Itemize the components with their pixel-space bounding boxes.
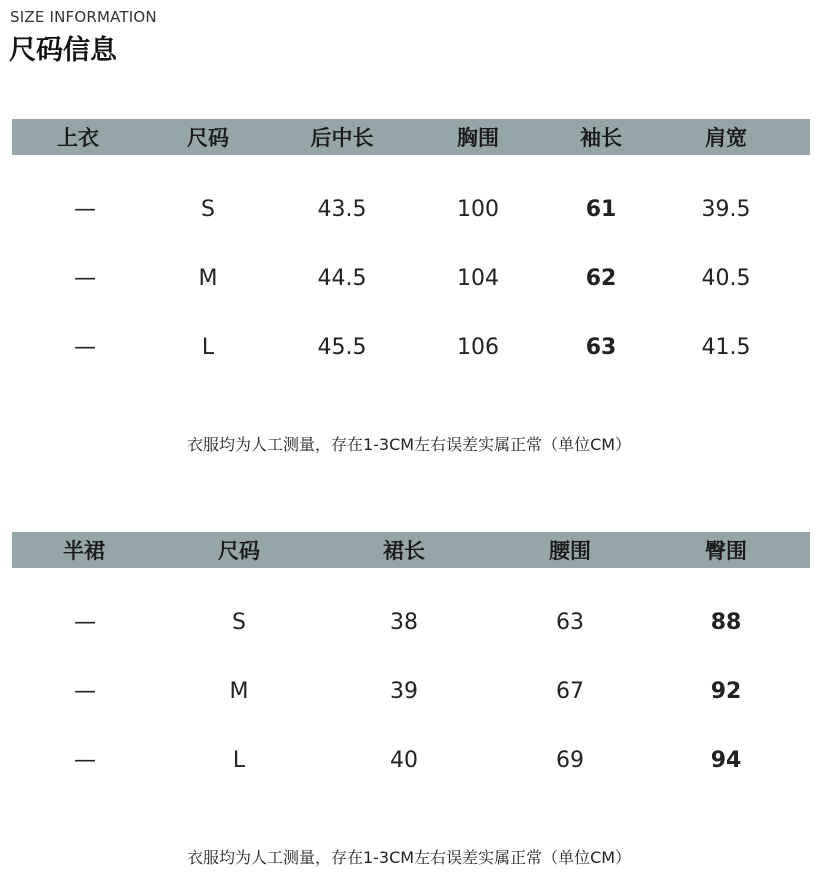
table-cell: 41.5 [701, 335, 751, 360]
table-cell: 39 [390, 679, 418, 704]
table-cell: 62 [585, 266, 617, 291]
table-cell: 45.5 [317, 335, 367, 360]
column-header: 后中长 [310, 126, 374, 150]
table-cell: 100 [457, 197, 499, 222]
column-header: 半裙 [63, 539, 105, 563]
table-cell: 44.5 [317, 266, 367, 291]
column-header: 上衣 [57, 126, 99, 150]
table-cell: S [201, 197, 215, 222]
column-header: 尺码 [218, 539, 260, 563]
column-header: 腰围 [549, 539, 591, 563]
table-cell: 104 [457, 266, 499, 291]
measurement-note: 衣服均为人工测量，存在1-3CM左右误差实属正常（单位CM） [186, 435, 632, 454]
table-row [12, 175, 810, 244]
table-cell: 40 [390, 748, 418, 773]
table-row [12, 657, 810, 726]
table-row [12, 313, 810, 382]
table-cell: 92 [710, 679, 742, 704]
table-cell: 38 [390, 610, 418, 635]
subtitle-en: SIZE INFORMATION [10, 8, 157, 26]
table-cell: 39.5 [701, 197, 751, 222]
table-cell: — [74, 748, 96, 773]
table-cell: 69 [556, 748, 584, 773]
table-cell: M [229, 679, 249, 704]
table-cell: 106 [457, 335, 499, 360]
table-cell: 63 [556, 610, 584, 635]
column-header: 臀围 [705, 539, 747, 563]
column-header: 肩宽 [705, 126, 747, 150]
table-cell: 63 [585, 335, 617, 360]
table-cell: 40.5 [701, 266, 751, 291]
table-cell: L [201, 335, 215, 360]
table-row [12, 588, 810, 657]
table-cell: 61 [585, 197, 617, 222]
skirt-size-table [12, 532, 810, 795]
table-cell: — [74, 610, 96, 635]
top-size-table [12, 119, 810, 382]
measurement-note: 衣服均为人工测量，存在1-3CM左右误差实属正常（单位CM） [186, 848, 632, 867]
table-cell: — [74, 197, 96, 222]
table-row [12, 244, 810, 313]
column-header: 胸围 [457, 126, 499, 150]
column-header: 尺码 [187, 126, 229, 150]
table-cell: L [232, 748, 246, 773]
table-cell: M [198, 266, 218, 291]
page-title: 尺码信息 [9, 35, 117, 66]
table-cell: 43.5 [317, 197, 367, 222]
column-header: 裙长 [383, 539, 425, 563]
column-header: 袖长 [580, 126, 622, 150]
table-header [12, 532, 810, 568]
table-cell: 67 [556, 679, 584, 704]
table-cell: S [232, 610, 246, 635]
table-header [12, 119, 810, 155]
table-row [12, 726, 810, 795]
table-cell: 94 [710, 748, 742, 773]
table-cell: — [74, 679, 96, 704]
table-cell: 88 [710, 610, 742, 635]
table-cell: — [74, 266, 96, 291]
table-cell: — [74, 335, 96, 360]
